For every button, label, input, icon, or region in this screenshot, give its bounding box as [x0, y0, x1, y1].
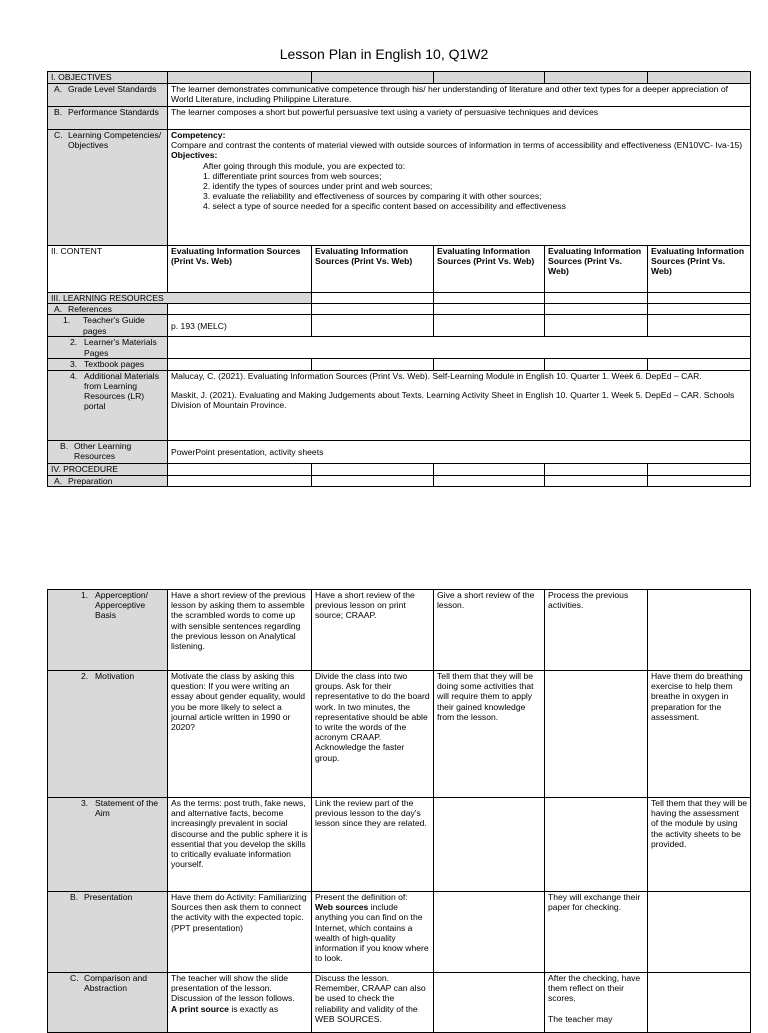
apperception-row: 1. Apperception/ Apperceptive Basis Have a short review of the previous lesson by asking them to assemble the scrambled words to come up with sensible sentences regarding the previous lesson on Analytical listening. Have a short review of the previous lesson on print source; CRAAP. Give a short review of the lesson. Process the previous activities.: [48, 590, 751, 671]
motivation-row: 2. Motivation Motivate the class by asking this question: If you were writing an essay about gender equality, would you be more likely to select a journal article written in 1990 or 2020? Divide the class into two groups. Ask for their representative to do the board work. In two minutes, the representative should be able to write the words of the acronym CRAAP. Acknowledge the faster group. Tell them that they will be doing some activities that will require them to apply their gained knowledge from the lesson. Have them do breathing exercise to help them breathe in oxygen in preparation for the assessment.: [48, 671, 751, 798]
textbook-label: Textbook pages: [84, 359, 145, 370]
page-title: Lesson Plan in English 10, Q1W2: [279, 46, 489, 62]
procedure-cell: Tell them that they will be having the assessment of the module by using the activity sheets to be provided.: [648, 798, 751, 892]
objectives-heading: I. OBJECTIVES: [48, 72, 168, 84]
apperception-label: Apperception/ Apperceptive Basis: [95, 590, 149, 621]
statement-of-aim-row: 3. Statement of the Aim As the terms: post truth, fake news, and alternative facts, become increasingly prevalent in social discourse and the public sphere it is essential that you develop the skills to critically evaluate information yourself. Link the review part of the previous lesson to the day's lesson since they are related. Tell them that they will be having the assessment of the module by using the activity sheets to be provided.: [48, 798, 751, 892]
additional-materials-label: Additional Materials from Learning Resources (LR) portal: [84, 370, 159, 412]
objectives-intro: After going through this module, you are expected to:: [203, 160, 406, 171]
content-cell: Evaluating Information Sources (Print Vs. Web): [168, 246, 312, 293]
teachers-guide-label: Teacher's Guide pages: [83, 315, 145, 336]
performance-row: B. Performance Standards The learner composes a short but powerful persuasive text using a variety of persuasive techniques and devices: [48, 107, 751, 130]
procedure-cell: Have them do breathing exercise to help them breathe in oxygen in preparation for the assessment.: [648, 671, 751, 798]
procedure-cell: Give a short review of the lesson.: [434, 590, 545, 671]
procedure-cell: Motivate the class by asking this question: If you were writing an essay about gender equality, would you be more likely to select a journal article written in 1990 or 2020?: [168, 671, 312, 798]
objectives-subheading: Objectives:: [171, 150, 218, 161]
procedure-cell: [545, 798, 648, 892]
grade-level-row: A. Grade Level Standards The learner demonstrates communicative competence through his/ her understanding of literature and other text types for a deeper appreciation of World Literature, including Philippine Literature.: [48, 84, 751, 107]
procedure-cell: Have a short review of the previous lesson on print source; CRAAP.: [312, 590, 434, 671]
reference-entry: Malucay, C. (2021). Evaluating Information Sources (Print Vs. Web). Self-Learning Module in English 10. Quarter 1. Week 6. DepEd – CAR.: [171, 370, 702, 381]
content-label: II. CONTENT: [48, 246, 168, 293]
procedure-cell: They will exchange their paper for checking.: [545, 892, 648, 973]
procedure-cell: Tell them that they will be doing some activities that will require them to apply their gained knowledge from the lesson.: [434, 671, 545, 798]
textbook-row: 3. Textbook pages: [48, 359, 751, 370]
competency-text: Compare and contrast the contents of material viewed with outside sources of information in terms of accessibility and effectiveness (EN10VC- Iva-15): [171, 140, 743, 151]
procedure-cell: Have them do Activity: Familiarizing Sources then ask them to connect the activity with the expected topic. (PPT presentation): [168, 892, 312, 973]
procedure-cell: Link the review part of the previous lesson to the day's lesson since they are related.: [312, 798, 434, 892]
references-label: References: [68, 304, 112, 315]
procedure-cell: Divide the class into two groups. Ask for their representative to do the board work. In two minutes, the representative should be able to write the words of the acronym CRAAP. Acknowledge the faster group.: [312, 671, 434, 798]
lesson-plan-table-procedure: [47, 589, 751, 1033]
presentation-row: B. Presentation Have them do Activity: Familiarizing Sources then ask them to connect the activity with the expected topic. (PPT presentation) Present the definition of: Web sources include anything you can find on the Internet, which contains a wealth of high-quality information if you know where to look. They will exchange their paper for checking.: [48, 892, 751, 973]
procedure-cell: The teacher will show the slide presentation of the lesson. Discussion of the lesson follows. A print source is exactly as: [168, 973, 312, 1033]
procedure-cell: [545, 671, 648, 798]
web-sources-cell: Present the definition of: Web sources include anything you can find on the Internet, which contains a wealth of high-quality information if you know where to look.: [312, 892, 434, 973]
lesson-plan-table-top: [47, 71, 751, 487]
references-row: A. References: [48, 304, 751, 315]
presentation-label: Presentation: [84, 892, 133, 902]
procedure-cell: [648, 892, 751, 973]
procedure-cell: Discuss the lesson. Remember, CRAAP can also be used to check the reliability and validity of the WEB SOURCES.: [312, 973, 434, 1033]
procedure-cell: [434, 798, 545, 892]
content-cell: Evaluating Information Sources (Print Vs. Web): [434, 246, 545, 293]
comparison-label: Comparison and Abstraction: [84, 973, 148, 994]
procedure-cell: Process the previous activities.: [545, 590, 648, 671]
competencies-label: Learning Competencies/ Objectives: [68, 130, 162, 151]
performance-label: Performance Standards: [68, 107, 159, 117]
content-cell: Evaluating Information Sources (Print Vs. Web): [545, 246, 648, 293]
performance-text: The learner composes a short but powerful persuasive text using a variety of persuasive techniques and devices: [168, 107, 751, 130]
additional-materials-row: 4. Additional Materials from Learning Resources (LR) portal Malucay, C. (2021). Evaluating Information Sources (Print Vs. Web). Self-Learning Module in English 10. Quarter 1. Week 6. DepEd – CAR. Maskit, J. (2021). Evaluating and Making Judgements about Texts. Learning Activity Sheet in English 10. Quarter 1. Week 5. DepEd – CAR. Schools Division of Mountain Province.: [48, 370, 751, 440]
comparison-row: C. Comparison and Abstraction The teacher will show the slide presentation of the lesson. Discussion of the lesson follows. A print source is exactly as Discuss the lesson. Remember, CRAAP can also be used to check the reliability and validity of the WEB SOURCES. After the checking, have them reflect on their scores. The teacher may: [48, 973, 751, 1033]
other-resources-text: PowerPoint presentation, activity sheets: [168, 440, 751, 463]
competency-heading: Competency:: [171, 130, 226, 140]
other-resources-label: Other Learning Resources: [74, 440, 132, 461]
procedure-row: [48, 463, 751, 475]
resources-row: [48, 293, 751, 304]
procedure-cell: [434, 892, 545, 973]
competencies-cell: [168, 130, 751, 246]
learners-materials-row: 2. Learner's Materials Pages: [48, 337, 751, 359]
content-row: [48, 246, 751, 293]
grade-level-text: The learner demonstrates communicative competence through his/ her understanding of literature and other text types for a deeper appreciation of World Literature, including Philippine Literature.: [168, 84, 751, 107]
objective-item: 4. select a type of source needed for a specific content based on accessibility and effectiveness: [203, 201, 566, 212]
procedure-heading: IV. PROCEDURE: [48, 463, 168, 475]
teachers-guide-text: p. 193 (MELC): [168, 315, 312, 337]
procedure-cell: After the checking, have them reflect on their scores. The teacher may: [545, 973, 648, 1033]
preparation-label: Preparation: [68, 475, 113, 486]
teachers-guide-row: 1. Teacher's Guide pages p. 193 (MELC): [48, 315, 751, 337]
objectives-row: [48, 72, 751, 84]
procedure-cell: [648, 590, 751, 671]
objective-item: 2. identify the types of sources under print and web sources;: [203, 181, 433, 192]
objective-item: 1. differentiate print sources from web sources;: [203, 170, 382, 181]
objective-item: 3. evaluate the reliability and effectiveness of sources by comparing it with other sources;: [203, 191, 542, 202]
other-resources-row: B. Other Learning Resources PowerPoint presentation, activity sheets: [48, 440, 751, 463]
procedure-cell: As the terms: post truth, fake news, and alternative facts, become increasingly prevalent in social discourse and the public sphere it is essential that you develop the skills to critically evaluate information yourself.: [168, 798, 312, 892]
statement-of-aim-label: Statement of the Aim: [95, 798, 159, 819]
preparation-row: A. Preparation: [48, 475, 751, 486]
resources-heading: III. LEARNING RESOURCES: [48, 293, 312, 304]
competencies-row: C. Learning Competencies/ Objectives Competency: Compare and contrast the contents of material viewed with outside sources of information in terms of accessibility and effectiveness (EN10VC- Iva-15) Objectives: After going through this module, you are expected to: 1. differentiate print sources from web sources; 2. identify the types of sources under print and web sources; 3. evaluate the reliability and effectiveness of sources by comparing it with other sources; 4. select a type of source needed for a specific content based on accessibility and effectiveness: [48, 130, 751, 246]
grade-level-label: Grade Level Standards: [68, 84, 157, 94]
procedure-cell: Have a short review of the previous lesson by asking them to assemble the scrambled words to come up with sensible sentences regarding the previous lesson on Analytical listening.: [168, 590, 312, 671]
motivation-label: Motivation: [95, 671, 135, 681]
content-cell: Evaluating Information Sources (Print Vs. Web): [648, 246, 751, 293]
learners-materials-label: Learner's Materials Pages: [84, 337, 157, 358]
content-cell: Evaluating Information Sources (Print Vs. Web): [312, 246, 434, 293]
reference-entry: Maskit, J. (2021). Evaluating and Making Judgements about Texts. Learning Activity Sheet in English 10. Quarter 1. Week 5. DepEd – CAR. Schools Division of Mountain Province.: [171, 389, 735, 411]
